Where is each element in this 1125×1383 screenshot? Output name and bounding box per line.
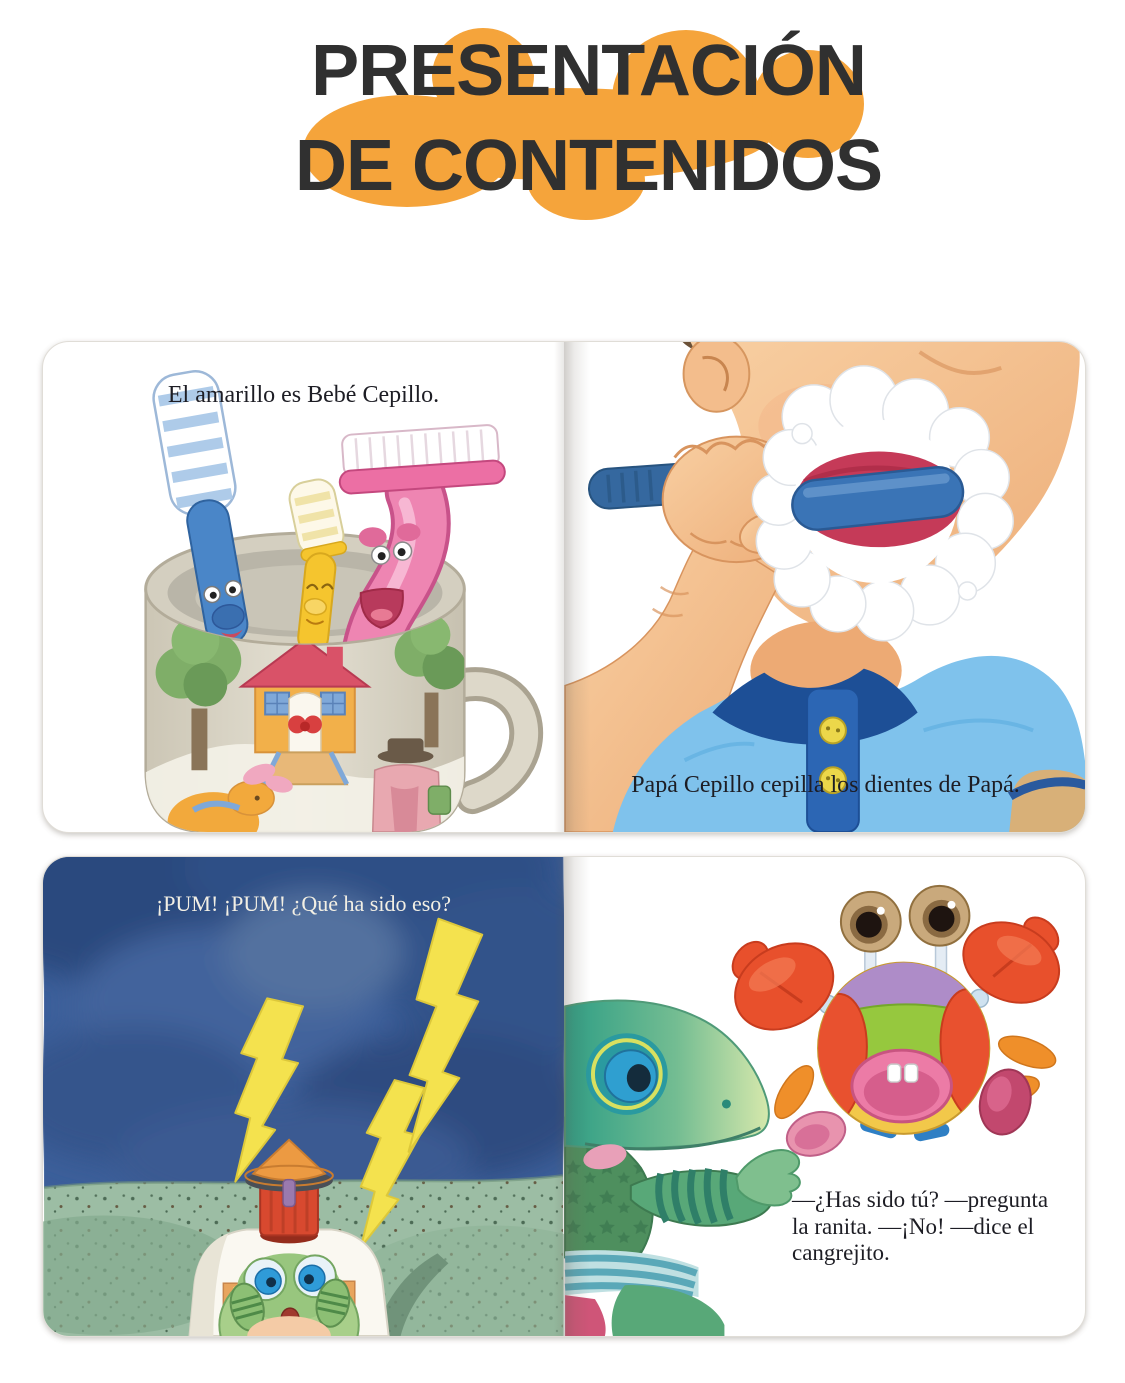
toothbrush-characters-illustration: [43, 342, 564, 832]
book-spread-1: [42, 341, 1086, 833]
spread1-right-caption: Papá Cepillo cepilla los dientes de Papá.: [631, 772, 1020, 798]
page-title-line2: DE CONTENIDOS: [294, 126, 883, 206]
ear: [684, 342, 750, 412]
frog-hand: [736, 1150, 799, 1205]
page-title: [0, 24, 1125, 214]
spread1-left-caption: El amarillo es Bebé Cepillo.: [167, 382, 440, 408]
spread2-right-caption: [792, 1187, 1084, 1267]
spread2-left-caption: ¡PUM! ¡PUM! ¿Qué ha sido eso?: [155, 891, 452, 916]
shirt-button: [820, 717, 846, 743]
spread1-right-page: [564, 342, 1086, 832]
button-placket: [807, 689, 859, 832]
spread2-right-page: [564, 857, 1086, 1336]
father-brushing-teeth-illustration: [564, 342, 1086, 832]
toy-crab: [719, 886, 1072, 1163]
caption-line: cangrejito.: [792, 1240, 890, 1265]
caption-line: —¿Has sido tú? —pregunta: [792, 1187, 1049, 1212]
spread2-left-page: [43, 857, 564, 1336]
caption-line: la ranita. —¡No! —dice el: [792, 1213, 1035, 1239]
page-title-line1: PRESENTACIÓN: [311, 31, 866, 111]
book-spread-2: [42, 856, 1086, 1337]
little-frog: [565, 1001, 800, 1336]
mug-handle: [460, 684, 526, 797]
spread1-left-page: [43, 342, 564, 832]
title-section: [0, 0, 1125, 240]
storm-lightning-illustration: [43, 857, 564, 1336]
